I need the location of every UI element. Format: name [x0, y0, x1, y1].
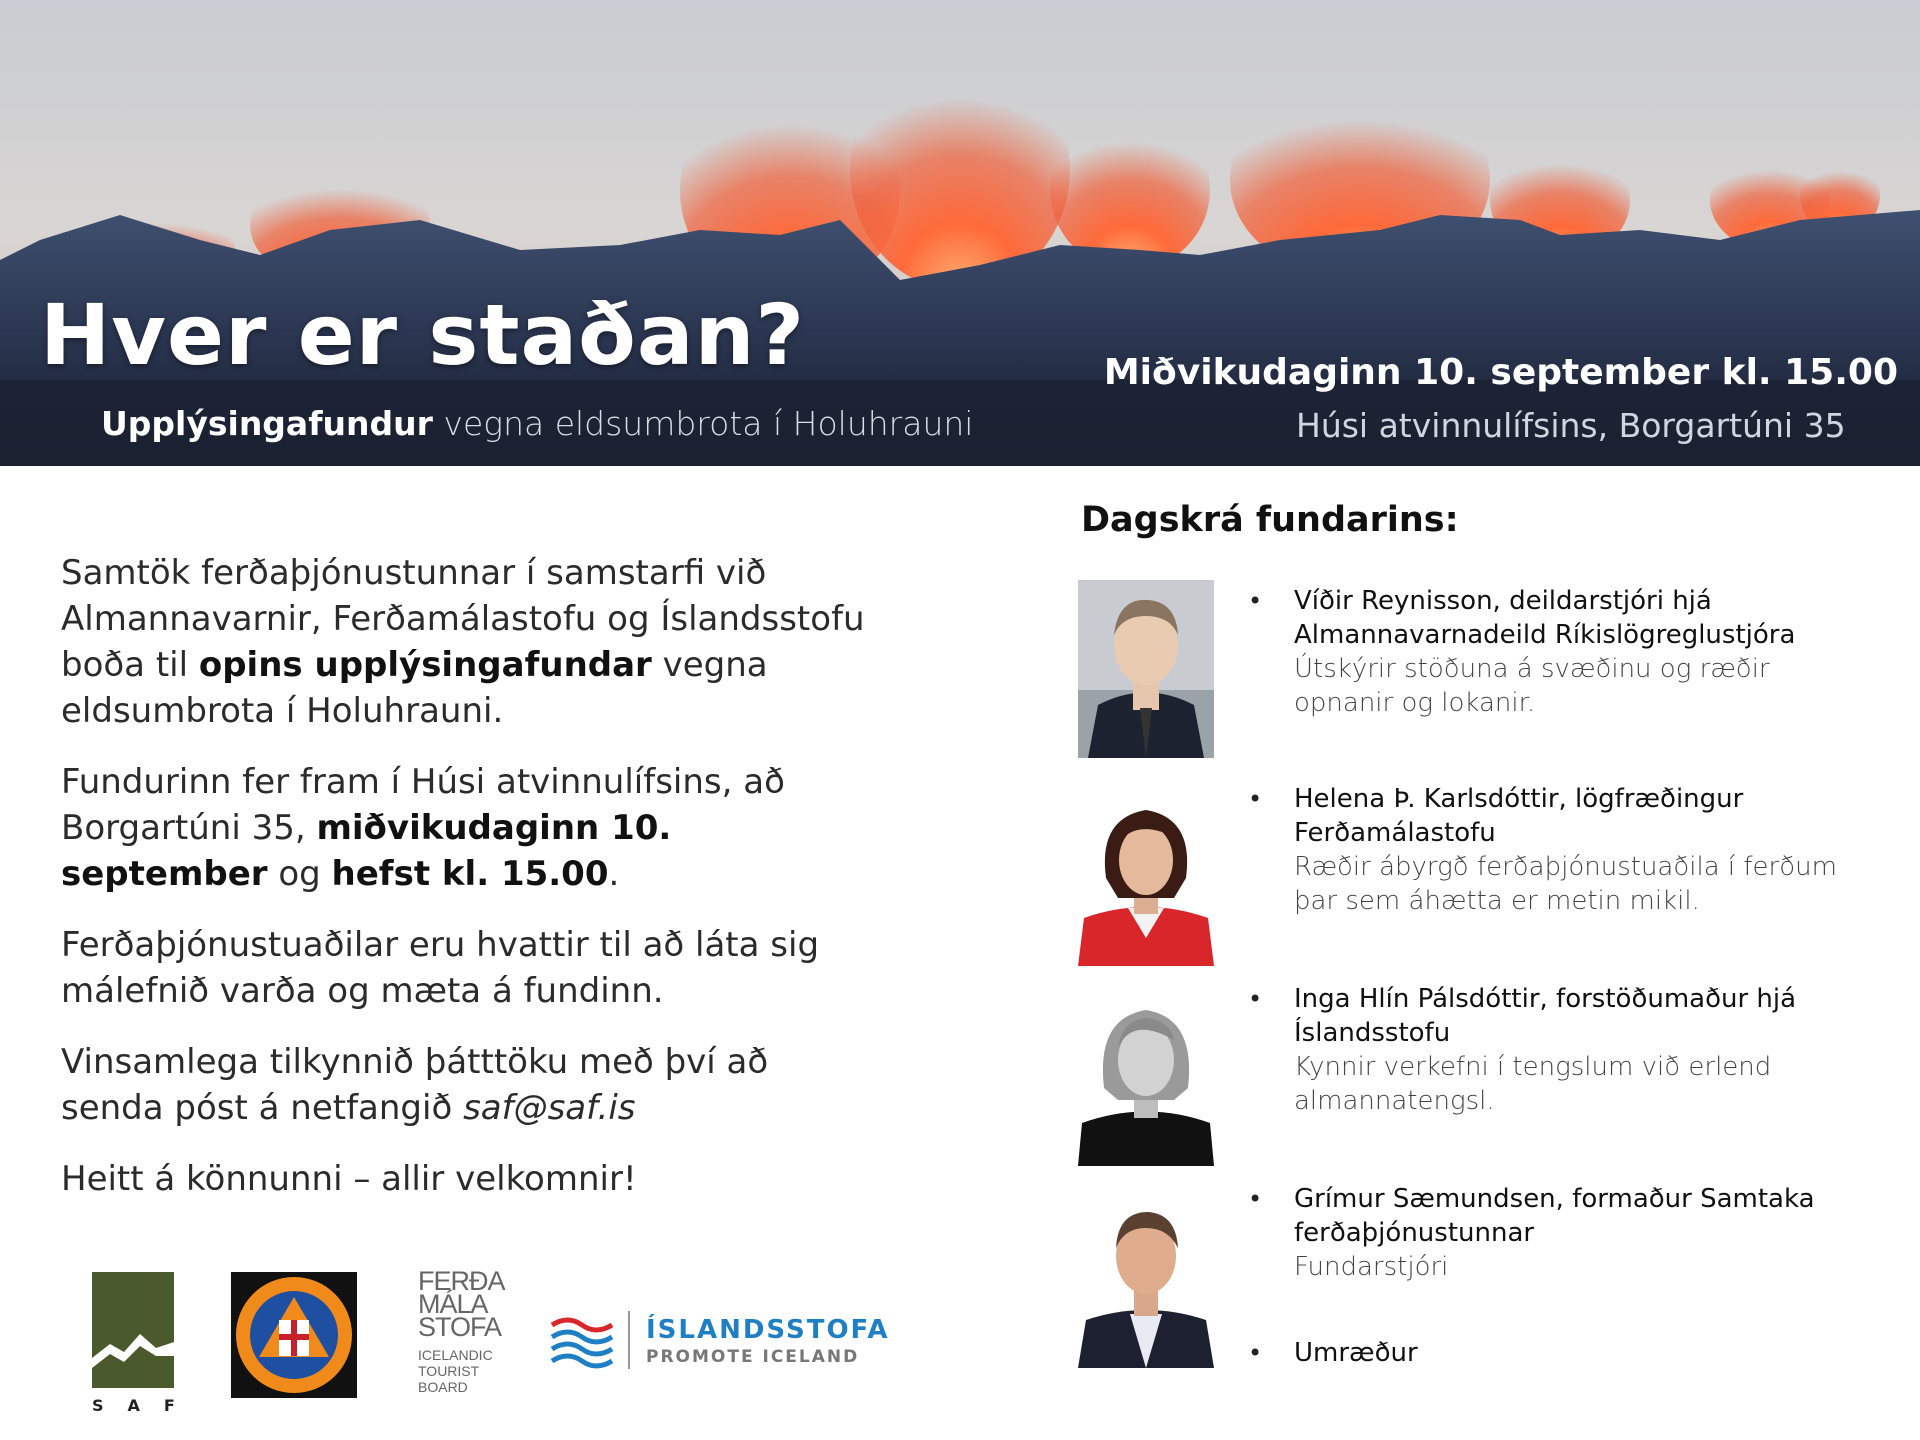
- subtitle-bold: Upplýsingafundur: [101, 404, 433, 443]
- subtitle-rest: vegna eldsumbrota í Holuhrauni: [432, 404, 974, 443]
- wave-icon: [550, 1311, 614, 1371]
- agenda-title: Dagskrá fundarins:: [1081, 500, 1459, 540]
- speaker-name: Helena Þ. Karlsdóttir, lögfræðingur Ferðamálastofu: [1294, 784, 1744, 848]
- bullet: •: [1248, 1185, 1263, 1213]
- saf-logo-text: SAF: [92, 1396, 199, 1415]
- bullet: •: [1248, 1339, 1263, 1367]
- page-title: Hver er staðan?: [40, 286, 806, 384]
- bullet: •: [1248, 587, 1263, 615]
- invitation-text: [61, 550, 881, 1227]
- speaker-name: Inga Hlín Pálsdóttir, forstöðumaður hjá Íslandsstofu: [1294, 984, 1797, 1048]
- paragraph-encourage: Ferðaþjónustuaðilar eru hvattir til að láta sig málefnið varða og mæta á fundinn.: [61, 925, 820, 1011]
- saf-logo: [92, 1272, 174, 1392]
- agenda-discussion: Umræður: [1294, 1338, 1418, 1368]
- email-link[interactable]: saf@saf.is: [463, 1088, 636, 1128]
- speaker-photo-1: [1078, 580, 1214, 758]
- logo-divider: [628, 1311, 630, 1369]
- speaker-photo-2: [1078, 788, 1214, 966]
- speaker-topic: Kynnir verkefni í tengslum við erlend almannatengsl.: [1294, 1052, 1772, 1116]
- paragraph-welcome: Heitt á könnunni – allir velkomnir!: [61, 1159, 637, 1199]
- speaker-photo-4: [1078, 1190, 1214, 1368]
- banner-subtitle: [101, 404, 973, 443]
- speaker-name: Grímur Sæmundsen, formaður Samtaka ferðaþjónustunnar: [1294, 1184, 1815, 1248]
- speaker-topic: Útskýrir stöðuna á svæðinu og ræðir opnanir og lokanir.: [1294, 654, 1770, 718]
- speaker-name: Víðir Reynisson, deildarstjóri hjá Almannavarnadeild Ríkislögreglustjóra: [1294, 586, 1796, 650]
- bullet: •: [1248, 985, 1263, 1013]
- speaker-photo-3: [1078, 988, 1214, 1166]
- almannavarnir-logo: [231, 1272, 357, 1402]
- event-date: Miðvikudaginn 10. september kl. 15.00: [1103, 352, 1898, 393]
- paragraph-location: Fundurinn fer fram í Húsi atvinnulífsins, að Borgartúni 35, miðvikudaginn 10. september og hefst kl. 15.00.: [61, 762, 785, 894]
- speaker-topic: Fundarstjóri: [1294, 1252, 1449, 1282]
- event-venue: Húsi atvinnulífsins, Borgartúni 35: [1296, 406, 1846, 445]
- paragraph-register: Vinsamlega tilkynnið þátttöku með því að senda póst á netfangið saf@saf.is: [61, 1042, 769, 1128]
- speaker-topic: Ræðir ábyrgð ferðaþjónustuaðila í ferðum þar sem áhætta er metin mikil.: [1294, 852, 1837, 916]
- header-banner: [0, 0, 1920, 466]
- paragraph-intro: Samtök ferðaþjónustunnar í samstarfi við Almannavarnir, Ferðamálastofu og Íslandsstofu boða til opins upplýsingafundar vegna eldsumbrota í Holuhrauni.: [61, 553, 865, 731]
- bullet: •: [1248, 785, 1263, 813]
- volcano-eruption-photo: [0, 0, 1920, 466]
- ferdamalastofa-logo: FERÐA MÁLA STOFA ICELANDIC TOURIST BOARD: [418, 1266, 505, 1395]
